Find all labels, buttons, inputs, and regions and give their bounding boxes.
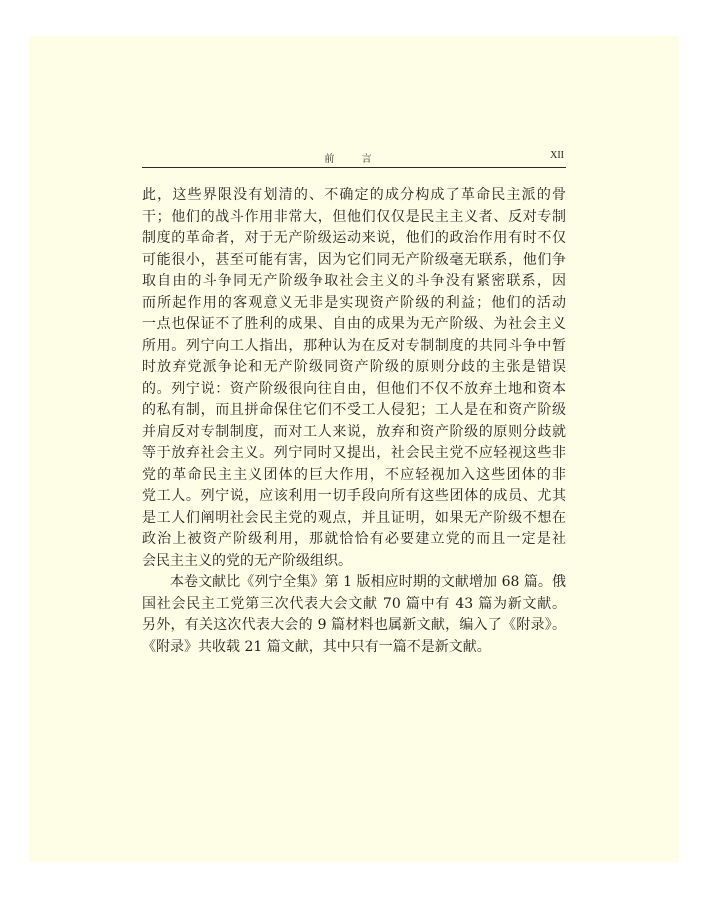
text-line: 所用。列宁向工人指出，那种认为在反对专制制度的共同斗争中暂 <box>142 337 566 354</box>
text-line: 的。列宁说：资产阶级很向往自由，但他们不仅不放弃土地和资本 <box>142 380 566 397</box>
text-line: 党工人。列宁说，应该利用一切手段向所有这些团体的成员、尤其 <box>142 488 566 504</box>
text-line: 干；他们的战斗作用非常大，但他们仅仅是民主主义者、反对专制 <box>142 208 566 225</box>
running-header <box>142 147 566 168</box>
text-line: 并肩反对专制制度，而对工人来说，放弃和资产阶级的原则分歧就 <box>142 423 566 440</box>
text-line: 政治上被资产阶级利用，那就恰恰有必要建立党的而且一定是社 <box>142 531 566 547</box>
text-line: 制度的革命者，对于无产阶级运动来说，他们的政治作用有时不仅 <box>142 230 566 246</box>
paragraph-1 <box>142 185 566 572</box>
text-line: 取自由的斗争同无产阶级争取社会主义的斗争没有紧密联系，因 <box>142 273 566 289</box>
text-line: 可能很小，甚至可能有害，因为它们同无产阶级毫无联系，他们争 <box>142 251 566 268</box>
text-line: 的私有制，而且拼命保住它们不受工人侵犯；工人是在和资产阶级 <box>142 402 566 418</box>
text-line: 而所起作用的客观意义无非是实现资产阶级的利益；他们的活动 <box>142 294 566 311</box>
page-number: XII <box>550 150 564 161</box>
text-line: 是工人们阐明社会民主党的观点，并且证明，如果无产阶级不想在 <box>142 509 566 526</box>
header-title: 前 言 <box>324 154 384 165</box>
text-line: 《附录》共收载 21 篇文献，其中只有一篇不是新文献。 <box>142 638 491 655</box>
text-line: 国社会民主工党第三次代表大会文献 70 篇中有 43 篇为新文献。 <box>142 595 566 612</box>
body-text <box>142 185 566 658</box>
text-line: 本卷文献比《列宁全集》第 1 版相应时期的文献增加 68 篇。俄 <box>170 574 566 590</box>
paragraph-2 <box>142 572 566 658</box>
text-line: 此，这些界限没有划清的、不确定的成分构成了革命民主派的骨 <box>142 187 566 203</box>
text-line: 一点也保证不了胜利的成果、自由的成果为无产阶级、为社会主义 <box>142 316 566 332</box>
text-line: 等于放弃社会主义。列宁同时又提出，社会民主党不应轻视这些非 <box>142 445 566 461</box>
text-line: 党的革命民主主义团体的巨大作用，不应轻视加入这些团体的非 <box>142 466 566 483</box>
text-line: 会民主主义的党的无产阶级组织。 <box>142 552 352 569</box>
text-line: 时放弃党派争论和无产阶级同资产阶级的原则分歧的主张是错误 <box>142 359 566 375</box>
text-line: 另外，有关这次代表大会的 9 篇材料也属新文献，编入了《附录》。 <box>142 617 566 633</box>
